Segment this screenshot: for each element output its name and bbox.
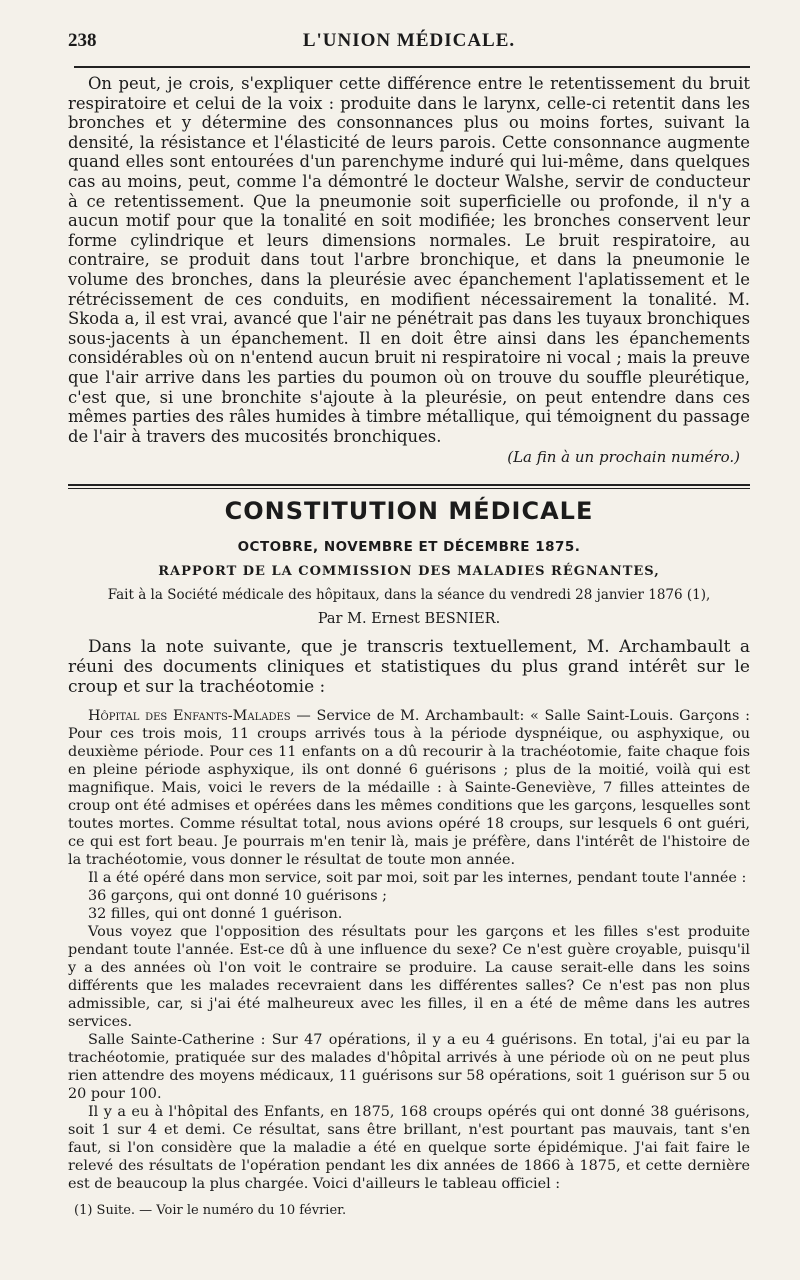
continuation-note: (La fin à un prochain numéro.)	[507, 448, 740, 467]
page-number: 238	[68, 30, 97, 51]
header-rule	[74, 66, 750, 68]
page-header	[68, 30, 750, 64]
report-paragraph-1-text: — Service de M. Archambault: « Salle Saint-Louis. Garçons : Pour ces trois mois, 11 croups arrivés tous à la période dyspnéique, ou asphyxique, ou deuxième période. Pour ces 11 enfants on a dû recourir à la trachéotomie, faite chaque fois en pleine période asphyxique, ils ont donné 6 guérisons ; plus de la moitié, voilà qui est magnifique. Mais, voici le revers de la médaille : à Sainte-Geneviève, 7 filles atteintes de croup ont été admises et opérées dans les mêmes conditions que les garçons, lesquelles sont toutes mortes. Comme résultat total, nous avions opéré 18 croups, sur lesquels 6 ont guéri, ce qui est fort beau. Je pourrais m'en tenir là, mais je préfère, dans l'intérêt de l'histoire de la trachéotomie, vous donner le résultat de toute mon année.	[68, 708, 750, 869]
report-paragraph-3: Vous voyez que l'opposition des résultats pour les garçons et les filles s'est produite pendant toute l'année. Est-ce dû à une influence du sexe? Ce n'est guère croyable, puisqu'il y a des années où l'on voit le contraire se produire. La cause serait-elle dans les soins différents que les malades recevraient dans les différentes salles? Ce n'est pas non plus admissible, car, si j'ai été malheureux avec les filles, il en a été de même dans les autres services.	[68, 924, 750, 1031]
report-list-item-girls: 32 filles, qui ont donné 1 guérison.	[88, 906, 343, 923]
report-title: RAPPORT DE LA COMMISSION DES MALADIES RÉGNANTES,	[158, 564, 660, 580]
report-author: Par M. Ernest BESNIER.	[317, 611, 501, 628]
journal-title: L'UNION MÉDICALE.	[302, 30, 516, 51]
section-divider	[68, 484, 750, 489]
report-paragraph-1	[68, 707, 750, 869]
report-hospital-label: Hôpital des Enfants-Malades	[88, 708, 291, 725]
report-venue: Fait à la Société médicale des hôpitaux, dans la séance du vendredi 28 janvier 1876 (1),	[107, 587, 711, 604]
section-period: OCTOBRE, NOVEMBRE ET DÉCEMBRE 1875.	[237, 539, 581, 556]
lead-paragraph: Dans la note suivante, que je transcris textuellement, M. Archambault a réuni des documents cliniques et statistiques du plus grand intérêt sur le croup et sur la trachéotomie :	[68, 637, 750, 698]
report-paragraph-5: Il y a eu à l'hôpital des Enfants, en 1875, 168 croups opérés qui ont donné 38 guérisons, soit 1 sur 4 et demi. Ce résultat, sans être brillant, n'est pourtant pas mauvais, tant s'en faut, si l'on considère que la maladie a été en quelque sorte épidémique. J'ai fait faire le relevé des résultats de l'opération pendant les dix années de 1866 à 1875, et cette dernière est de beaucoup la plus chargée. Voici d'ailleurs le tableau officiel :	[68, 1104, 750, 1193]
section-title: CONSTITUTION MÉDICALE	[224, 497, 594, 526]
report-paragraph-2: Il a été opéré dans mon service, soit par moi, soit par les internes, pendant toute l'année :	[88, 870, 747, 887]
footnote: (1) Suite. — Voir le numéro du 10 février.	[74, 1203, 347, 1219]
report-body	[68, 707, 750, 1193]
intro-text	[68, 74, 750, 446]
report-paragraph-4: Salle Sainte-Catherine : Sur 47 opérations, il y a eu 4 guérisons. En total, j'ai eu par la trachéotomie, pratiquée sur des malades d'hôpital arrivés à une période où on ne peut plus rien attendre des moyens médicaux, 11 guérisons sur 58 opérations, soit 1 guérison sur 5 ou 20 pour 100.	[68, 1032, 750, 1103]
intro-paragraph: On peut, je crois, s'expliquer cette différence entre le retentissement du bruit respiratoire et celui de la voix : produite dans le larynx, celle-ci retentit dans les bronches et y détermine des consonnances plus ou moins fortes, suivant la densité, la résistance et l'élasticité de leurs parois. Cette consonnance augmente quand elles sont entourées d'un parenchyme induré qui lui-même, dans quelques cas au moins, peut, comme l'a démontré le docteur Walshe, servir de conducteur à ce retentissement. Que la pneumonie soit superficielle ou profonde, il n'y a aucun motif pour que la tonalité en soit modifiée; les bronches conservent leur forme cylindrique et leurs dimensions normales. Le bruit respiratoire, au contraire, se produit dans tout l'arbre bronchique, et dans la pneumonie le volume des bronches, dans la pleurésie avec épanchement l'aplatissement et le rétrécissement de ces conduits, en modifient nécessairement la tonalité. M. Skoda a, il est vrai, avancé que l'air ne pénétrait pas dans les tuyaux bronchiques sous-jacents à un épanchement. Il en doit être ainsi dans les épanchements considérables où on n'entend aucun bruit ni respiratoire ni vocal ; mais la preuve que l'air arrive dans les parties du poumon où on trouve du souffle pleurétique, c'est que, si une bronchite s'ajoute à la pleurésie, on peut entendre dans ces mêmes parties des râles humides à timbre métallique, qui témoignent du passage de l'air à travers des mucosités bronchiques.	[68, 74, 750, 446]
report-list-item-boys: 36 garçons, qui ont donné 10 guérisons ;	[88, 888, 388, 905]
